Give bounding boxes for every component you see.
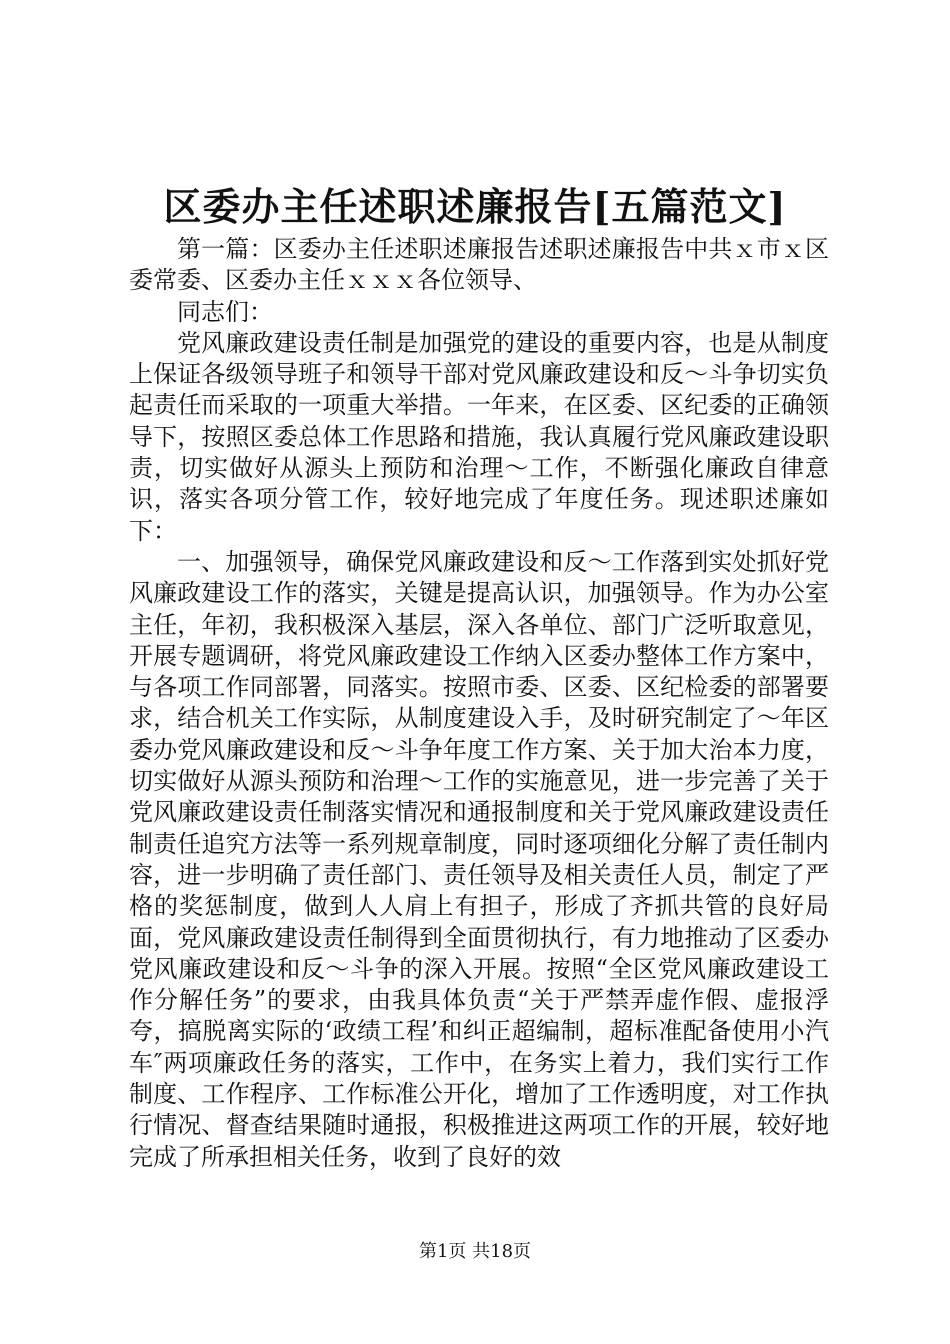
document-title: 区委办主任述职述廉报告[五篇范文]: [163, 184, 787, 229]
paragraph-section-one: 一、加强领导，确保党风廉政建设和反～工作落到实处抓好党风廉政建设工作的落实，关键是提高认识，加强领导。作为办公室主任，年初，我积极深入基层，深入各单位、部门广泛听取意见，开展专题调研，将党风廉政建设工作纳入区委办整体工作方案中，与各项工作同部署，同落实。按照市委、区委、区纪检委的部署要求，结合机关工作实际，从制度建设入手，及时研究制定了～年区委办党风廉政建设和反～斗争年度工作方案、关于加大治本力度，切实做好从源头预防和治理～工作的实施意见，进一步完善了关于党风廉政建设责任制落实情况和通报制度和关于党风廉政建设责任制责任追究方法等一系列规章制度，同时逐项细化分解了责任制内容，进一步明确了责任部门、责任领导及相关责任人员，制定了严格的奖惩制度，做到人人肩上有担子，形成了齐抓共管的良好局面，党风廉政建设责任制得到全面贯彻执行，有力地推动了区委办党风廉政建设和反～斗争的深入开展。按照“全区党风廉政建设工作分解任务”的要求，由我具体负责“关于严禁弄虚作假、虚报浮夸，搞脱离实际的‘政绩工程’和纠正超编制，超标准配备使用小汽车″两项廉政任务的落实，工作中，在务实上着力，我们实行工作制度、工作程序、工作标准公开化，增加了工作透明度，对工作执行情况、督查结果随时通报，积极推进这两项工作的开展，较好地完成了所承担相关任务，收到了良好的效: [129, 547, 829, 1171]
page-number-footer: 第1页 共18页: [418, 1241, 532, 1262]
paragraph-intro: 第一篇：区委办主任述职述廉报告述职述廉报告中共ｘ市ｘ区委常委、区委办主任ｘｘｘ各位领导、: [129, 235, 829, 295]
paragraph-salutation: 同志们：: [177, 297, 273, 326]
paragraph-opening: 党风廉政建设责任制是加强党的建设的重要内容，也是从制度上保证各级领导班子和领导干部对党风廉政建设和反～斗争切实负起责任而采取的一项重大举措。一年来，在区委、区纪委的正确领导下，按照区委总体工作思路和措施，我认真履行党风廉政建设职责，切实做好从源头上预防和治理～工作，不断强化廉政自律意识，落实各项分管工作，较好地完成了年度任务。现述职述廉如下：: [129, 328, 829, 545]
document-body: [129, 234, 829, 1173]
